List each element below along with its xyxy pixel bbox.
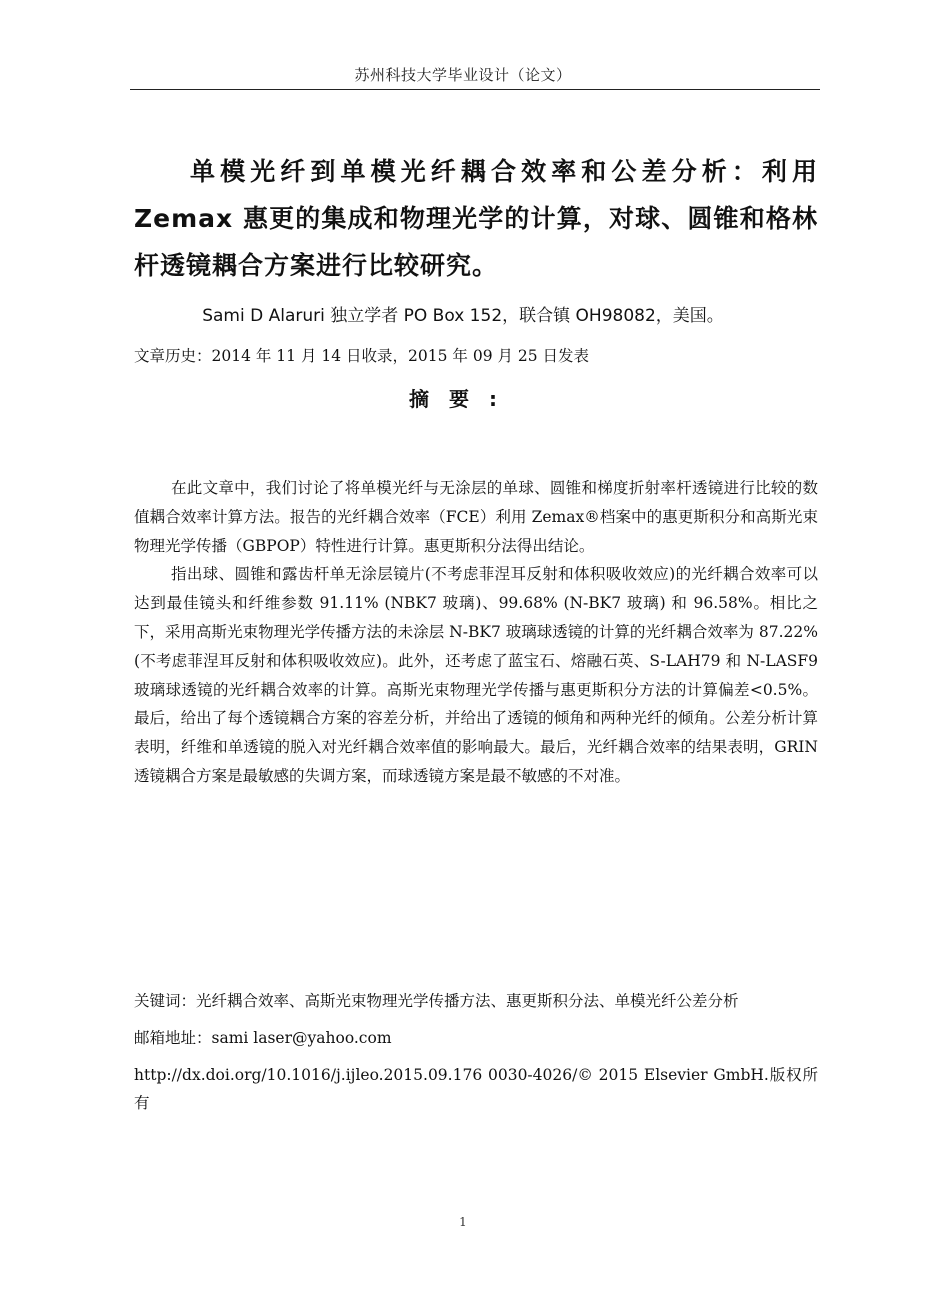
paper-title: 单模光纤到单模光纤耦合效率和公差分析：利用 Zemax 惠更的集成和物理光学的计算，对球、圆锥和格林杆透镜耦合方案进行比较研究。	[134, 157, 818, 280]
abstract-body	[134, 474, 818, 791]
author-line: Sami D Alaruri 独立学者 PO Box 152，联合镇 OH98082，美国。	[202, 306, 724, 326]
header-title: 苏州科技大学毕业设计（论文）	[354, 66, 572, 84]
page-number: 1	[459, 1215, 467, 1229]
header-divider	[130, 89, 820, 90]
email-address: 邮箱地址：sami laser@yahoo.com	[134, 1028, 392, 1047]
paper-meta	[134, 987, 818, 1126]
abstract-heading: 摘要:	[409, 387, 517, 411]
article-history: 文章历史：2014 年 11 月 14 日收录，2015 年 09 月 25 日发表	[134, 347, 590, 365]
keywords: 关键词：光纤耦合效率、高斯光束物理光学传播方法、惠更斯积分法、单模光纤公差分析	[134, 992, 739, 1010]
doi-copyright: http://dx.doi.org/10.1016/j.ijleo.2015.09.176 0030-4026/© 2015 Elsevier GmbH.版权所有	[134, 1065, 818, 1113]
abstract-paragraph-1: 在此文章中，我们讨论了将单模光纤与无涂层的单球、圆锥和梯度折射率杆透镜进行比较的数值耦合效率计算方法。报告的光纤耦合效率（FCE）利用 Zemax®档案中的惠更斯积分和高斯光束物理光学传播（GBPOP）特性进行计算。惠更斯积分法得出结论。	[134, 479, 818, 555]
abstract-paragraph-2: 指出球、圆锥和露齿杆单无涂层镜片(不考虑菲涅耳反射和体积吸收效应)的光纤耦合效率可以达到最佳镜头和纤维参数 91.11% (NBK7 玻璃)、99.68% (N-BK7 玻璃) 和 96.58%。相比之下，采用高斯光束物理光学传播方法的未涂层 N-BK7 玻璃球透镜的计算的光纤耦合效率为 87.22%(不考虑菲涅耳反射和体积吸收效应)。此外，还考虑了蓝宝石、熔融石英、S-LAH79 和 N-LASF9 玻璃球透镜的光纤耦合效率的计算。高斯光束物理光学传播与惠更斯积分方法的计算偏差<0.5%。最后，给出了每个透镜耦合方案的容差分析，并给出了透镜的倾角和两种光纤的倾角。公差分析计算表明，纤维和单透镜的脱入对光纤耦合效率值的影响最大。最后，光纤耦合效率的结果表明，GRIN 透镜耦合方案是最敏感的失调方案，而球透镜方案是最不敏感的不对准。	[134, 565, 818, 785]
